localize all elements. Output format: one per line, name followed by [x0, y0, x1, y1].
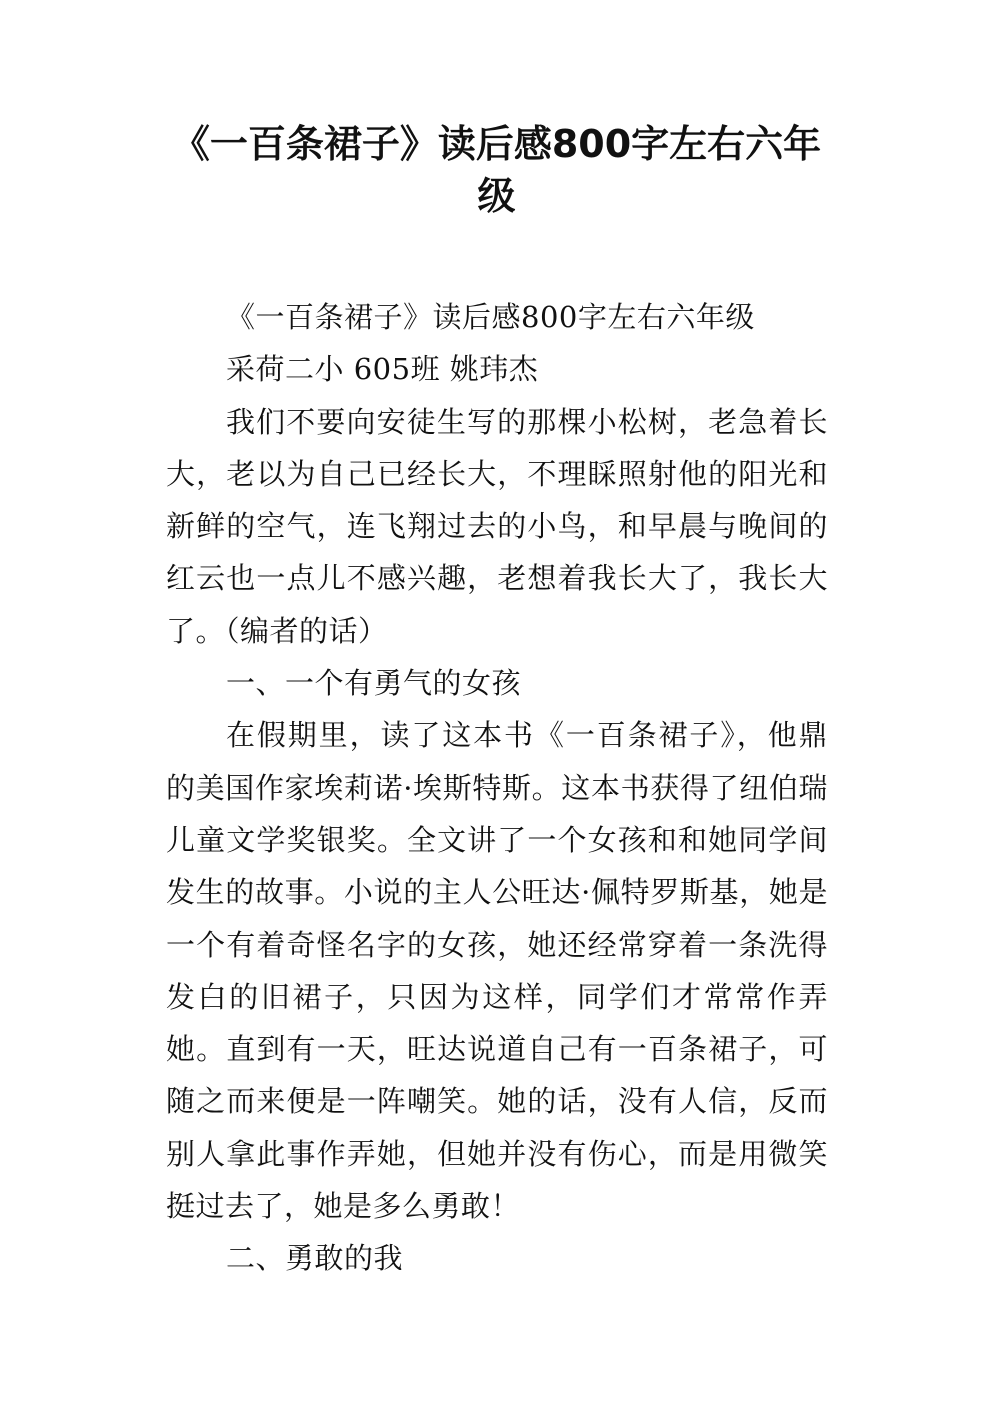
subtitle-paragraph: 《一百条裙子》读后感800字左右六年级: [226, 300, 755, 334]
body-paragraph: 在假期里，读了这本书《一百条裙子》，他鼎的美国作家埃莉诺·埃斯特斯。这本书获得了纽伯瑞儿童文学奖银奖。全文讲了一个女孩和和她同学间发生的故事。小说的主人公旺达·佩特罗斯基，她是一个有着奇怪名字的女孩，她还经常穿着一条洗得发白的旧裙子，只因为这样，同学们才常常作弄她。直到有一天，旺达说道自己有一百条裙子，可随之而来便是一阵嘲笑。她的话，没有人信，反而别人拿此事作弄她，但她并没有伤心，而是用微笑挺过去了，她是多么勇敢！: [166, 718, 828, 1224]
section-heading: 二、勇敢的我: [226, 1241, 404, 1276]
author-line: 采荷二小 605班 姚玮杰: [226, 352, 539, 387]
body-paragraph: 我们不要向安徒生写的那棵小松树，老急着长大，老以为自己已经长大，不理睬照射他的阳光和新鲜的空气，连飞翔过去的小鸟，和早晨与晚间的红云也一点儿不感兴趣，老想着我长大了，我长大了。（编者的话）: [166, 404, 828, 648]
section-heading: 一、一个有勇气的女孩: [226, 666, 522, 701]
document-body: [166, 291, 828, 1285]
document-title: 《一百条裙子》读后感800字左右六年级: [171, 122, 822, 218]
